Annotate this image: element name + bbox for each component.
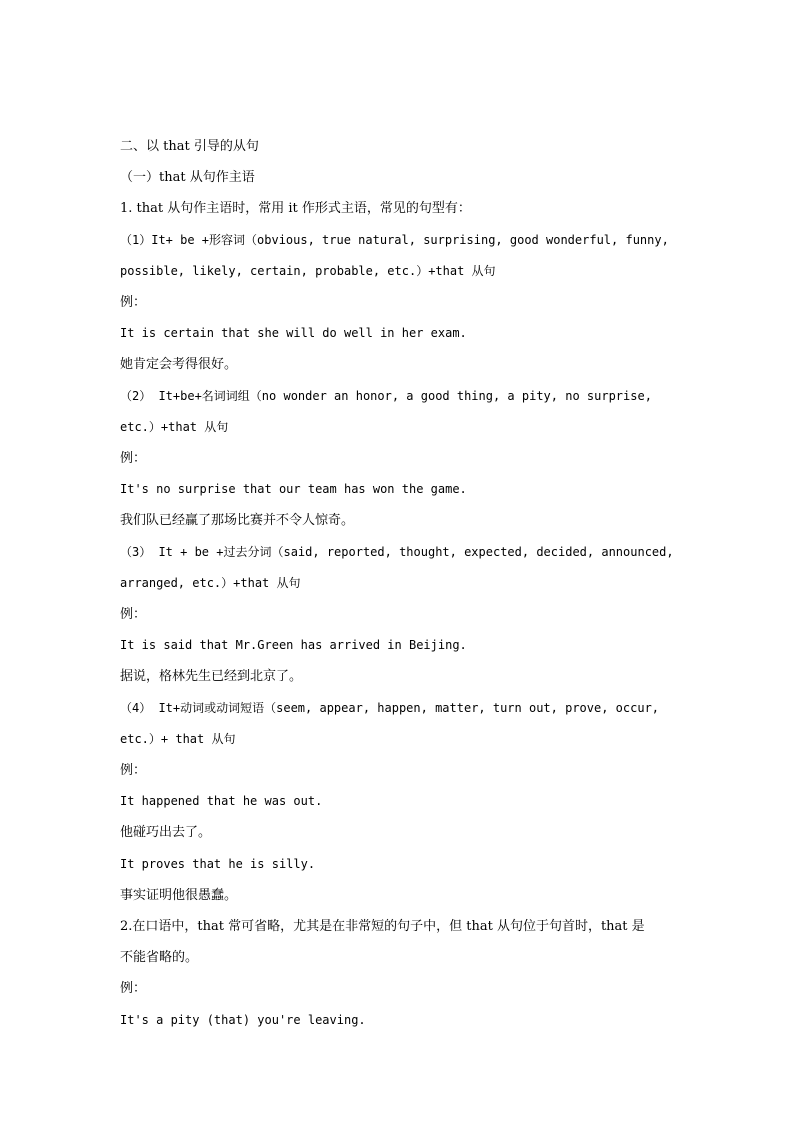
example-chinese: 她肯定会考得很好。 — [120, 357, 238, 373]
example-english: It proves that he is silly. — [120, 856, 316, 871]
document-body — [120, 131, 680, 1036]
example-label: 例： — [120, 981, 147, 997]
example-english: It is said that Mr.Green has arrived in Beijing. — [120, 638, 467, 653]
example-english: It's no surprise that our team has won the game. — [120, 482, 467, 497]
example-chinese: 事实证明他很愚蠢。 — [120, 887, 238, 903]
example-label: 例： — [120, 763, 147, 779]
example-label: 例： — [120, 295, 147, 311]
example-chinese: 他碰巧出去了。 — [120, 825, 212, 841]
point-2-line-1: 2.在口语中，that 常可省略，尤其是在非常短的句子中，但 that 从句位于句首时，that 是 — [120, 919, 645, 935]
pattern-3-line-1: （3） It + be +过去分词（said, reported, thought, expected, decided, announced, — [120, 544, 674, 559]
example-english: It's a pity (that) you're leaving. — [120, 1012, 366, 1027]
example-label: 例： — [120, 607, 147, 623]
point-1-intro: 1. that 从句作主语时，常用 it 作形式主语，常见的句型有： — [120, 201, 471, 217]
pattern-4-line-1: （4） It+动词或动词短语（seem, appear, happen, matter, turn out, prove, occur, — [120, 700, 660, 715]
pattern-1-line-1: （1）It+ be +形容词（obvious, true natural, surprising, good wonderful, funny, — [120, 232, 669, 247]
example-label: 例： — [120, 451, 147, 467]
example-chinese: 据说，格林先生已经到北京了。 — [120, 669, 303, 685]
section-heading: 二、以 that 引导的从句 — [120, 139, 259, 154]
pattern-2-line-1: （2） It+be+名词词组（no wonder an honor, a good thing, a pity, no surprise, — [120, 388, 652, 403]
point-2-line-2: 不能省略的。 — [120, 950, 199, 966]
pattern-1-line-2: possible, likely, certain, probable, etc.）+that 从句 — [120, 263, 496, 278]
example-chinese: 我们队已经赢了那场比赛并不令人惊奇。 — [120, 513, 355, 529]
pattern-4-line-2: etc.）+ that 从句 — [120, 731, 236, 746]
pattern-3-line-2: arranged, etc.）+that 从句 — [120, 575, 301, 590]
subsection-heading: （一）that 从句作主语 — [120, 170, 255, 186]
example-english: It is certain that she will do well in her exam. — [120, 326, 467, 341]
pattern-2-line-2: etc.）+that 从句 — [120, 419, 229, 434]
example-english: It happened that he was out. — [120, 794, 323, 809]
